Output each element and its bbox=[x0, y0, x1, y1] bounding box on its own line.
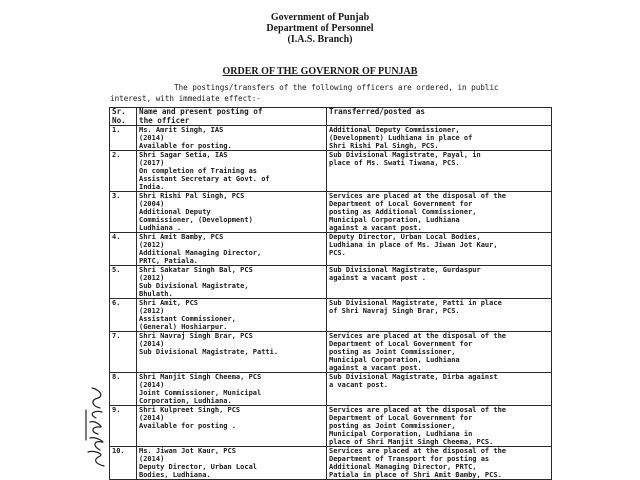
sr-cell: 6. bbox=[110, 299, 137, 332]
officer-cell: Shri Amit Bamby, PCS (2012) Additional Managing Director, PRTC, Patiala. bbox=[137, 233, 327, 266]
header-name-posting: Name and present posting of the officer bbox=[137, 108, 327, 126]
sr-cell: 10. bbox=[110, 447, 137, 480]
transfer-cell: Additional Deputy Commissioner, (Development) Ludhiana in place of Shri Rishi Pal Singh, PCS. bbox=[327, 126, 552, 151]
transfer-cell: Services are placed at the disposal of the Department of Transport for posting as Additional Managing Director, PRTC, Patiala in place of Shri Amit Bamby, PCS. bbox=[327, 447, 552, 480]
order-title: ORDER OF THE GOVERNOR OF PUNJAB bbox=[222, 66, 418, 77]
intro-line-1: The postings/transfers of the following officers are ordered, in public bbox=[174, 83, 499, 92]
intro-line-2: interest, with immediate effect:- bbox=[110, 94, 261, 103]
transfer-cell: Sub Divisional Magistrate, Gurdaspur against a vacant post . bbox=[327, 266, 552, 299]
officer-cell: Shri Manjit Singh Cheema, PCS (2014) Joint Commissioner, Municipal Corporation, Ludhiana. bbox=[137, 373, 327, 406]
officer-cell: Ms. Jiwan Jot Kaur, PCS (2014) Deputy Director, Urban Local Bodies, Ludhiana. bbox=[137, 447, 327, 480]
sr-cell: 3. bbox=[110, 192, 137, 233]
table-header-row bbox=[110, 108, 552, 126]
sr-cell: 8. bbox=[110, 373, 137, 406]
header-transferred: Transferred/posted as bbox=[327, 108, 552, 126]
sr-cell: 1. bbox=[110, 126, 137, 151]
table-row bbox=[110, 233, 552, 266]
handwritten-signature bbox=[74, 380, 114, 470]
officer-cell: Shri Amit, PCS (2012) Assistant Commissioner, (General) Hoshiarpur. bbox=[137, 299, 327, 332]
officer-cell: Shri Kulpreet Singh, PCS (2014) Available for posting . bbox=[137, 406, 327, 447]
transfer-cell: Sub Divisional Magistrate, Patti in place of Shri Navraj Singh Brar, PCS. bbox=[327, 299, 552, 332]
officer-cell: Shri Navraj Singh Brar, PCS (2014) Sub Divisional Magistrate, Patti. bbox=[137, 332, 327, 373]
table-row bbox=[110, 151, 552, 192]
table-row bbox=[110, 373, 552, 406]
table-row bbox=[110, 266, 552, 299]
sr-cell: 5. bbox=[110, 266, 137, 299]
officer-cell: Shri Sakatar Singh Bal, PCS (2012) Sub Divisional Magistrate, Bhulath. bbox=[137, 266, 327, 299]
header-sr-no: Sr. No. bbox=[110, 108, 137, 126]
officer-cell: Shri Sagar Setia, IAS (2017) On completion of Training as Assistant Secretary at Govt. of India. bbox=[137, 151, 327, 192]
header-branch: (I.A.S. Branch) bbox=[287, 34, 353, 45]
sr-cell: 7. bbox=[110, 332, 137, 373]
transfer-cell: Services are placed at the disposal of the Department of Local Government for posting as Additional Commissioner, Municipal Corporation, Ludhiana against a vacant post. bbox=[327, 192, 552, 233]
transfer-cell: Services are placed at the disposal of the Department of Local Government for posting as Joint Commissioner, Municipal Corporation, Ludhiana against a vacant post. bbox=[327, 332, 552, 373]
table-row bbox=[110, 332, 552, 373]
table-row bbox=[110, 192, 552, 233]
officer-cell: Ms. Amrit Singh, IAS (2014) Available for posting. bbox=[137, 126, 327, 151]
table-row bbox=[110, 406, 552, 447]
transfer-cell: Deputy Director, Urban Local Bodies, Ludhiana in place of Ms. Jiwan Jot Kaur, PCS. bbox=[327, 233, 552, 266]
transfer-cell: Sub Divisional Magistrate, Payal, in place of Ms. Swati Tiwana, PCS. bbox=[327, 151, 552, 192]
sr-cell: 2. bbox=[110, 151, 137, 192]
postings-table bbox=[109, 107, 552, 480]
header-department: Department of Personnel bbox=[266, 23, 374, 34]
table-row bbox=[110, 126, 552, 151]
sr-cell: 4. bbox=[110, 233, 137, 266]
document-header bbox=[0, 12, 640, 45]
sr-cell: 9. bbox=[110, 406, 137, 447]
table-row bbox=[110, 447, 552, 480]
transfer-cell: Services are placed at the disposal of the Department of Local Government for posting as Joint Commissioner, Municipal Corporation, Ludhiana in place of Shri Manjit Singh Cheema, PCS. bbox=[327, 406, 552, 447]
officer-cell: Shri Rishi Pal Singh, PCS (2004) Additional Deputy Commissioner, (Development) Ludhiana . bbox=[137, 192, 327, 233]
table-row bbox=[110, 299, 552, 332]
header-government: Government of Punjab bbox=[270, 12, 370, 23]
transfer-cell: Sub Divisional Magistrate, Dirba against a vacant post. bbox=[327, 373, 552, 406]
